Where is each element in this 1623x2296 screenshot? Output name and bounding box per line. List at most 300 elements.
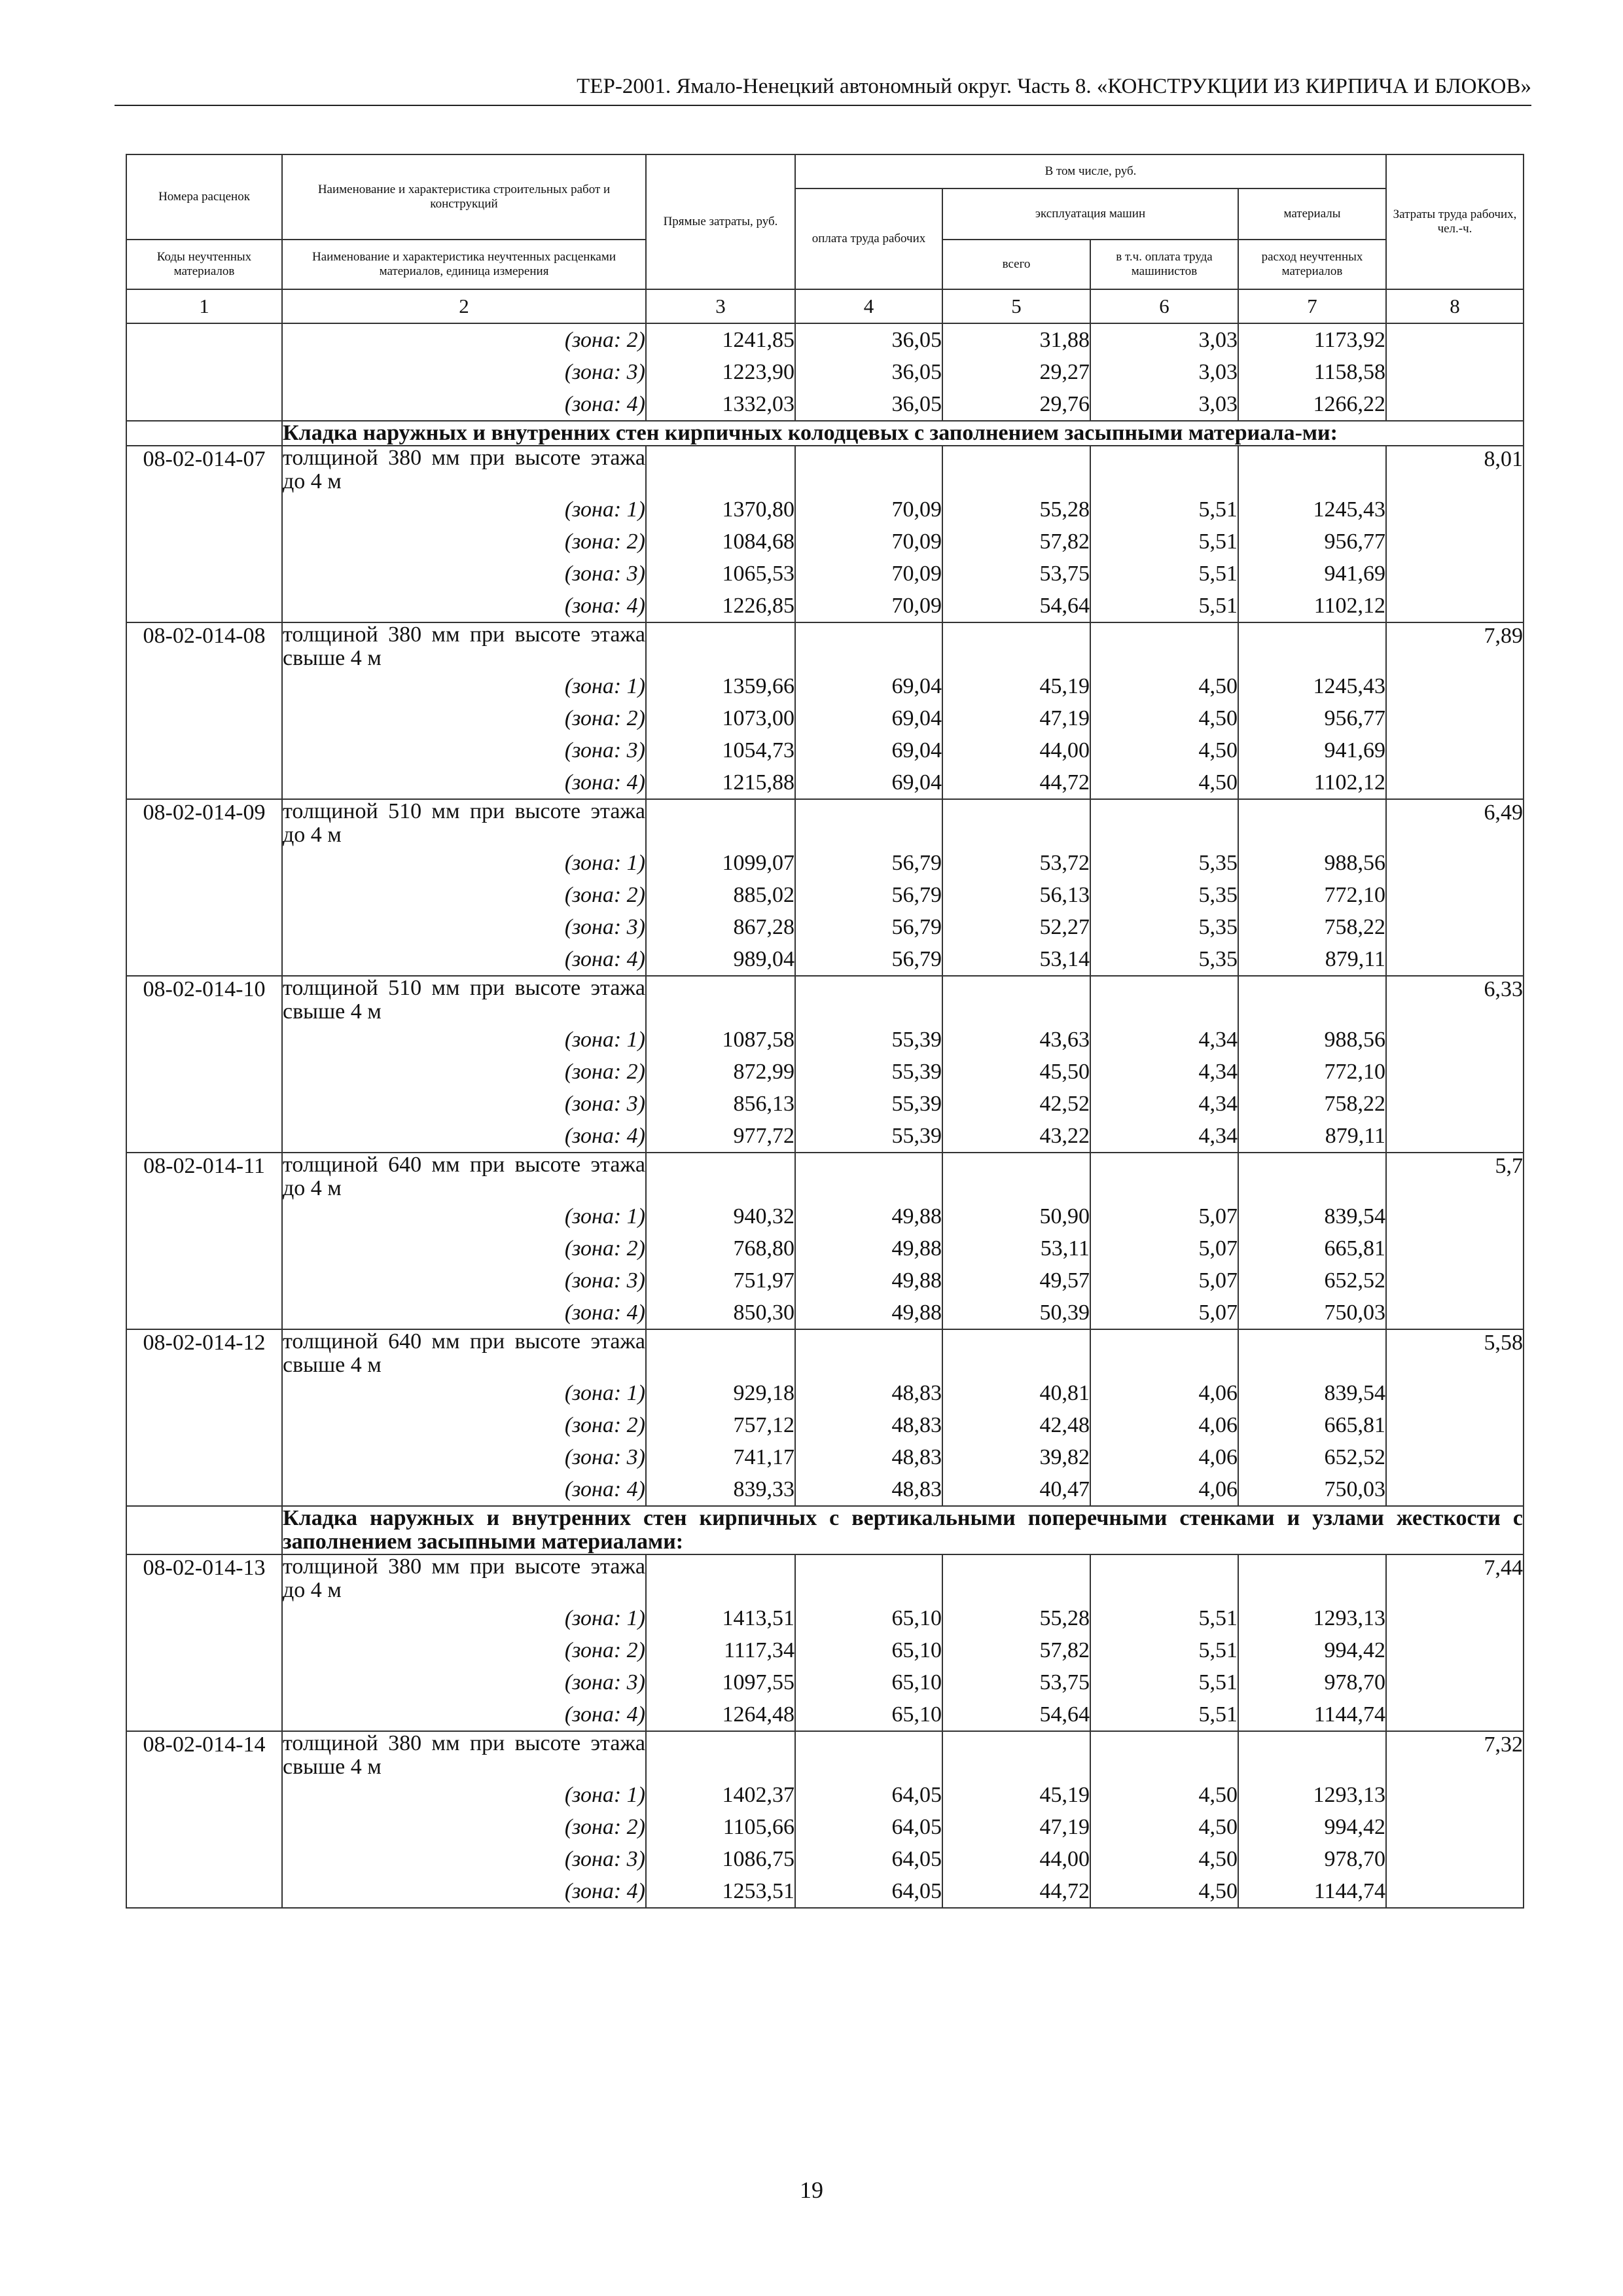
wages-cell: 70,09 xyxy=(795,526,942,558)
materials-cell: 956,77 xyxy=(1238,526,1386,558)
labor-costs-cell: 6,33 xyxy=(1386,976,1524,1153)
rate-code: 08-02-014-11 xyxy=(126,1153,282,1329)
empty-cell xyxy=(1386,356,1524,388)
operator-wages-cell: 5,51 xyxy=(1090,493,1238,526)
labor-costs-cell: 7,32 xyxy=(1386,1731,1524,1908)
direct-costs-cell: 839,33 xyxy=(646,1473,795,1506)
empty-cell xyxy=(942,799,1090,847)
empty-cell xyxy=(1386,323,1524,356)
empty-cell xyxy=(1090,1329,1238,1377)
empty-cell xyxy=(126,356,282,388)
wages-cell: 70,09 xyxy=(795,558,942,590)
materials-cell: 1144,74 xyxy=(1238,1875,1386,1908)
direct-costs-cell: 1117,34 xyxy=(646,1634,795,1666)
column-number: 3 xyxy=(646,289,795,323)
machines-cell: 40,47 xyxy=(942,1473,1090,1506)
empty-cell xyxy=(1090,622,1238,670)
operator-wages-cell: 5,51 xyxy=(1090,1634,1238,1666)
materials-cell: 665,81 xyxy=(1238,1232,1386,1265)
direct-costs-cell: 768,80 xyxy=(646,1232,795,1265)
wages-cell: 65,10 xyxy=(795,1602,942,1634)
rate-code: 08-02-014-09 xyxy=(126,799,282,976)
labor-costs-cell: 6,49 xyxy=(1386,799,1524,976)
empty-cell xyxy=(795,799,942,847)
machines-cell: 57,82 xyxy=(942,526,1090,558)
materials-cell: 758,22 xyxy=(1238,911,1386,943)
empty-cell xyxy=(1090,1554,1238,1602)
materials-cell: 1245,43 xyxy=(1238,670,1386,702)
machines-cell: 53,75 xyxy=(942,1666,1090,1698)
operator-wages-cell: 4,50 xyxy=(1090,1811,1238,1843)
operator-wages-cell: 5,51 xyxy=(1090,526,1238,558)
direct-costs-cell: 1084,68 xyxy=(646,526,795,558)
zone-label: (зона: 1) xyxy=(282,1200,646,1232)
machines-cell: 47,19 xyxy=(942,1811,1090,1843)
materials-cell: 750,03 xyxy=(1238,1473,1386,1506)
machines-cell: 42,52 xyxy=(942,1088,1090,1120)
materials-cell: 1266,22 xyxy=(1238,388,1386,421)
header-materials-consumption: расход неучтенных материалов xyxy=(1238,240,1386,289)
wages-cell: 64,05 xyxy=(795,1811,942,1843)
empty-cell xyxy=(126,1506,282,1554)
machines-cell: 49,57 xyxy=(942,1265,1090,1297)
materials-cell: 652,52 xyxy=(1238,1265,1386,1297)
machines-cell: 55,28 xyxy=(942,1602,1090,1634)
zone-label: (зона: 3) xyxy=(282,911,646,943)
direct-costs-cell: 872,99 xyxy=(646,1056,795,1088)
machines-cell: 44,72 xyxy=(942,1875,1090,1908)
wages-cell: 69,04 xyxy=(795,702,942,734)
machines-cell: 56,13 xyxy=(942,879,1090,911)
empty-cell xyxy=(942,446,1090,493)
zone-row xyxy=(126,1120,1524,1153)
empty-cell xyxy=(942,1153,1090,1200)
wages-cell: 55,39 xyxy=(795,1024,942,1056)
operator-wages-cell: 4,50 xyxy=(1090,1875,1238,1908)
column-number: 4 xyxy=(795,289,942,323)
materials-cell: 1173,92 xyxy=(1238,323,1386,356)
wages-cell: 56,79 xyxy=(795,911,942,943)
zone-label: (зона: 4) xyxy=(282,1698,646,1731)
direct-costs-cell: 1223,90 xyxy=(646,356,795,388)
materials-cell: 839,54 xyxy=(1238,1200,1386,1232)
rate-row xyxy=(126,1153,1524,1200)
operator-wages-cell: 4,06 xyxy=(1090,1441,1238,1473)
wages-cell: 70,09 xyxy=(795,590,942,622)
empty-cell xyxy=(942,1329,1090,1377)
operator-wages-cell: 4,50 xyxy=(1090,702,1238,734)
rate-code: 08-02-014-13 xyxy=(126,1554,282,1731)
direct-costs-cell: 940,32 xyxy=(646,1200,795,1232)
rate-row xyxy=(126,976,1524,1024)
column-number: 6 xyxy=(1090,289,1238,323)
machines-cell: 53,72 xyxy=(942,847,1090,879)
materials-cell: 665,81 xyxy=(1238,1409,1386,1441)
wages-cell: 56,79 xyxy=(795,943,942,976)
running-header: ТЕР-2001. Ямало-Ненецкий автономный округ. Часть 8. «КОНСТРУКЦИИ ИЗ КИРПИЧА И БЛОКОВ» xyxy=(577,75,1531,98)
rate-name: толщиной 510 мм при высоте этажа свыше 4 м xyxy=(283,976,645,1024)
rate-name: толщиной 380 мм при высоте этажа до 4 м xyxy=(283,446,645,493)
zone-label: (зона: 4) xyxy=(282,1875,646,1908)
empty-cell xyxy=(646,799,795,847)
empty-cell xyxy=(1238,1153,1386,1200)
empty-cell xyxy=(646,622,795,670)
empty-cell xyxy=(1238,976,1386,1024)
direct-costs-cell: 1226,85 xyxy=(646,590,795,622)
zone-label: (зона: 2) xyxy=(282,1232,646,1265)
zone-row xyxy=(126,323,1524,356)
rate-row xyxy=(126,1731,1524,1779)
operator-wages-cell: 4,50 xyxy=(1090,766,1238,799)
direct-costs-cell: 751,97 xyxy=(646,1265,795,1297)
wages-cell: 64,05 xyxy=(795,1875,942,1908)
machines-cell: 40,81 xyxy=(942,1377,1090,1409)
materials-cell: 988,56 xyxy=(1238,847,1386,879)
materials-cell: 1102,12 xyxy=(1238,766,1386,799)
materials-cell: 879,11 xyxy=(1238,943,1386,976)
direct-costs-cell: 1264,48 xyxy=(646,1698,795,1731)
wages-cell: 69,04 xyxy=(795,734,942,766)
zone-label: (зона: 3) xyxy=(282,1666,646,1698)
column-number: 1 xyxy=(126,289,282,323)
rate-row xyxy=(126,446,1524,493)
operator-wages-cell: 4,50 xyxy=(1090,1779,1238,1811)
rate-name: толщиной 380 мм при высоте этажа свыше 4 м xyxy=(283,1731,645,1779)
zone-label: (зона: 4) xyxy=(282,766,646,799)
operator-wages-cell: 4,50 xyxy=(1090,1843,1238,1875)
materials-cell: 1158,58 xyxy=(1238,356,1386,388)
direct-costs-cell: 1241,85 xyxy=(646,323,795,356)
operator-wages-cell: 4,34 xyxy=(1090,1056,1238,1088)
page-number: 19 xyxy=(800,2177,823,2203)
wages-cell: 55,39 xyxy=(795,1088,942,1120)
wages-cell: 65,10 xyxy=(795,1634,942,1666)
materials-cell: 1245,43 xyxy=(1238,493,1386,526)
zone-label: (зона: 2) xyxy=(282,879,646,911)
rate-code: 08-02-014-12 xyxy=(126,1329,282,1506)
direct-costs-cell: 1054,73 xyxy=(646,734,795,766)
zone-row xyxy=(126,1698,1524,1731)
zone-label: (зона: 3) xyxy=(282,1088,646,1120)
empty-cell xyxy=(1090,799,1238,847)
empty-cell xyxy=(1238,622,1386,670)
rate-code: 08-02-014-10 xyxy=(126,976,282,1153)
direct-costs-cell: 1065,53 xyxy=(646,558,795,590)
zone-row xyxy=(126,526,1524,558)
zone-row xyxy=(126,1666,1524,1698)
machines-cell: 50,39 xyxy=(942,1297,1090,1329)
wages-cell: 49,88 xyxy=(795,1200,942,1232)
zone-label: (зона: 1) xyxy=(282,1602,646,1634)
materials-cell: 1144,74 xyxy=(1238,1698,1386,1731)
materials-cell: 956,77 xyxy=(1238,702,1386,734)
zone-row xyxy=(126,1473,1524,1506)
zone-row xyxy=(126,1024,1524,1056)
zone-label: (зона: 4) xyxy=(282,1473,646,1506)
empty-cell xyxy=(646,976,795,1024)
wages-cell: 69,04 xyxy=(795,670,942,702)
zone-row xyxy=(126,1441,1524,1473)
machines-cell: 44,72 xyxy=(942,766,1090,799)
header-material-codes: Коды неучтенных материалов xyxy=(126,240,282,289)
operator-wages-cell: 5,07 xyxy=(1090,1200,1238,1232)
rate-name: толщиной 380 мм при высоте этажа свыше 4 м xyxy=(283,622,645,670)
rate-row xyxy=(126,1554,1524,1602)
header-machines-wages: в т.ч. оплата труда машинистов xyxy=(1090,240,1238,289)
zone-label: (зона: 2) xyxy=(282,526,646,558)
direct-costs-cell: 1402,37 xyxy=(646,1779,795,1811)
rate-code: 08-02-014-14 xyxy=(126,1731,282,1908)
rate-name: толщиной 510 мм при высоте этажа до 4 м xyxy=(283,799,645,847)
wages-cell: 36,05 xyxy=(795,356,942,388)
rate-name: толщиной 380 мм при высоте этажа до 4 м xyxy=(283,1554,645,1602)
empty-cell xyxy=(1238,446,1386,493)
wages-cell: 49,88 xyxy=(795,1265,942,1297)
section-title: Кладка наружных и внутренних стен кирпичных с вертикальными поперечными стенками и узлами жесткости с заполнением засыпными материалами: xyxy=(283,1506,1523,1554)
zone-label: (зона: 3) xyxy=(282,734,646,766)
zone-row xyxy=(126,766,1524,799)
operator-wages-cell: 3,03 xyxy=(1090,323,1238,356)
operator-wages-cell: 5,07 xyxy=(1090,1232,1238,1265)
header-direct-costs: Прямые затраты, руб. xyxy=(646,154,795,289)
rate-row xyxy=(126,799,1524,847)
empty-cell xyxy=(1090,446,1238,493)
rate-row xyxy=(126,1329,1524,1377)
rate-row xyxy=(126,622,1524,670)
rate-name: толщиной 640 мм при высоте этажа свыше 4 м xyxy=(283,1329,645,1377)
operator-wages-cell: 5,07 xyxy=(1090,1297,1238,1329)
wages-cell: 56,79 xyxy=(795,879,942,911)
machines-cell: 47,19 xyxy=(942,702,1090,734)
machines-cell: 50,90 xyxy=(942,1200,1090,1232)
machines-cell: 53,11 xyxy=(942,1232,1090,1265)
direct-costs-cell: 1332,03 xyxy=(646,388,795,421)
labor-costs-cell: 5,7 xyxy=(1386,1153,1524,1329)
machines-cell: 44,00 xyxy=(942,1843,1090,1875)
zone-row xyxy=(126,1088,1524,1120)
zone-label: (зона: 3) xyxy=(282,1265,646,1297)
machines-cell: 31,88 xyxy=(942,323,1090,356)
operator-wages-cell: 4,06 xyxy=(1090,1473,1238,1506)
zone-row xyxy=(126,943,1524,976)
operator-wages-cell: 4,34 xyxy=(1090,1024,1238,1056)
header-work-name: Наименование и характеристика строительных работ и конструкций xyxy=(282,154,646,240)
wages-cell: 36,05 xyxy=(795,388,942,421)
zone-label: (зона: 4) xyxy=(282,1120,646,1153)
section-row xyxy=(126,421,1524,446)
machines-cell: 53,14 xyxy=(942,943,1090,976)
direct-costs-cell: 1359,66 xyxy=(646,670,795,702)
zone-label: (зона: 4) xyxy=(282,590,646,622)
column-number: 2 xyxy=(282,289,646,323)
zone-label: (зона: 4) xyxy=(282,943,646,976)
direct-costs-cell: 741,17 xyxy=(646,1441,795,1473)
zone-label: (зона: 4) xyxy=(282,1297,646,1329)
empty-cell xyxy=(795,1329,942,1377)
zone-row xyxy=(126,1200,1524,1232)
zone-row xyxy=(126,702,1524,734)
operator-wages-cell: 4,34 xyxy=(1090,1088,1238,1120)
zone-row xyxy=(126,670,1524,702)
materials-cell: 1293,13 xyxy=(1238,1602,1386,1634)
wages-cell: 48,83 xyxy=(795,1441,942,1473)
direct-costs-cell: 929,18 xyxy=(646,1377,795,1409)
zone-row xyxy=(126,388,1524,421)
operator-wages-cell: 4,34 xyxy=(1090,1120,1238,1153)
machines-cell: 52,27 xyxy=(942,911,1090,943)
zone-row xyxy=(126,1602,1524,1634)
zone-row xyxy=(126,879,1524,911)
zone-label: (зона: 2) xyxy=(282,702,646,734)
machines-cell: 54,64 xyxy=(942,590,1090,622)
empty-cell xyxy=(646,1554,795,1602)
wages-cell: 64,05 xyxy=(795,1843,942,1875)
zone-row xyxy=(126,493,1524,526)
wages-cell: 48,83 xyxy=(795,1409,942,1441)
zone-row xyxy=(126,734,1524,766)
materials-cell: 941,69 xyxy=(1238,734,1386,766)
machines-cell: 54,64 xyxy=(942,1698,1090,1731)
empty-cell xyxy=(942,622,1090,670)
zone-row xyxy=(126,1056,1524,1088)
materials-cell: 772,10 xyxy=(1238,879,1386,911)
materials-cell: 652,52 xyxy=(1238,1441,1386,1473)
operator-wages-cell: 5,35 xyxy=(1090,879,1238,911)
direct-costs-cell: 867,28 xyxy=(646,911,795,943)
operator-wages-cell: 5,51 xyxy=(1090,590,1238,622)
rate-name: толщиной 640 мм при высоте этажа до 4 м xyxy=(283,1153,645,1200)
machines-cell: 57,82 xyxy=(942,1634,1090,1666)
empty-cell xyxy=(1238,1554,1386,1602)
zone-label: (зона: 1) xyxy=(282,670,646,702)
operator-wages-cell: 5,51 xyxy=(1090,1602,1238,1634)
wages-cell: 48,83 xyxy=(795,1473,942,1506)
machines-cell: 39,82 xyxy=(942,1441,1090,1473)
operator-wages-cell: 3,03 xyxy=(1090,388,1238,421)
zone-label: (зона: 3) xyxy=(282,558,646,590)
empty-cell xyxy=(646,1731,795,1779)
empty-cell xyxy=(126,421,282,446)
empty-cell xyxy=(646,1153,795,1200)
zone-row xyxy=(126,558,1524,590)
direct-costs-cell: 856,13 xyxy=(646,1088,795,1120)
empty-cell xyxy=(1238,799,1386,847)
zone-row xyxy=(126,1779,1524,1811)
direct-costs-cell: 885,02 xyxy=(646,879,795,911)
materials-cell: 839,54 xyxy=(1238,1377,1386,1409)
zone-label: (зона: 1) xyxy=(282,493,646,526)
price-table xyxy=(126,154,1524,1909)
direct-costs-cell: 757,12 xyxy=(646,1409,795,1441)
direct-costs-cell: 1086,75 xyxy=(646,1843,795,1875)
empty-cell xyxy=(942,976,1090,1024)
machines-cell: 43,22 xyxy=(942,1120,1090,1153)
zone-label: (зона: 1) xyxy=(282,1024,646,1056)
column-number: 7 xyxy=(1238,289,1386,323)
empty-cell xyxy=(795,1153,942,1200)
direct-costs-cell: 977,72 xyxy=(646,1120,795,1153)
materials-cell: 994,42 xyxy=(1238,1811,1386,1843)
empty-cell xyxy=(795,1731,942,1779)
zone-row xyxy=(126,911,1524,943)
machines-cell: 45,19 xyxy=(942,670,1090,702)
direct-costs-cell: 1413,51 xyxy=(646,1602,795,1634)
materials-cell: 941,69 xyxy=(1238,558,1386,590)
materials-cell: 994,42 xyxy=(1238,1634,1386,1666)
zone-label: (зона: 1) xyxy=(282,1377,646,1409)
empty-cell xyxy=(126,323,282,356)
operator-wages-cell: 4,50 xyxy=(1090,670,1238,702)
empty-cell xyxy=(942,1731,1090,1779)
header-machines-total: всего xyxy=(942,240,1090,289)
direct-costs-cell: 1215,88 xyxy=(646,766,795,799)
zone-row xyxy=(126,1843,1524,1875)
wages-cell: 48,83 xyxy=(795,1377,942,1409)
materials-cell: 750,03 xyxy=(1238,1297,1386,1329)
empty-cell xyxy=(1090,976,1238,1024)
direct-costs-cell: 1105,66 xyxy=(646,1811,795,1843)
machines-cell: 53,75 xyxy=(942,558,1090,590)
zone-row xyxy=(126,1634,1524,1666)
operator-wages-cell: 5,35 xyxy=(1090,911,1238,943)
direct-costs-cell: 1253,51 xyxy=(646,1875,795,1908)
operator-wages-cell: 4,06 xyxy=(1090,1409,1238,1441)
wages-cell: 36,05 xyxy=(795,323,942,356)
header-rate-number: Номера расценок xyxy=(126,154,282,240)
operator-wages-cell: 5,35 xyxy=(1090,847,1238,879)
empty-cell xyxy=(646,446,795,493)
zone-label: (зона: 2) xyxy=(282,1811,646,1843)
labor-costs-cell: 5,58 xyxy=(1386,1329,1524,1506)
direct-costs-cell: 989,04 xyxy=(646,943,795,976)
zone-row xyxy=(126,590,1524,622)
zone-label: (зона: 2) xyxy=(282,1056,646,1088)
labor-costs-cell: 7,89 xyxy=(1386,622,1524,799)
empty-cell xyxy=(795,446,942,493)
wages-cell: 65,10 xyxy=(795,1666,942,1698)
empty-cell xyxy=(1090,1153,1238,1200)
zone-label: (зона: 1) xyxy=(282,1779,646,1811)
section-row xyxy=(126,1506,1524,1554)
header-machines: эксплуатация машин xyxy=(942,188,1238,240)
wages-cell: 49,88 xyxy=(795,1232,942,1265)
zone-label: (зона: 3) xyxy=(282,1441,646,1473)
empty-cell xyxy=(126,388,282,421)
empty-cell xyxy=(1238,1329,1386,1377)
wages-cell: 69,04 xyxy=(795,766,942,799)
operator-wages-cell: 4,50 xyxy=(1090,734,1238,766)
machines-cell: 29,76 xyxy=(942,388,1090,421)
wages-cell: 65,10 xyxy=(795,1698,942,1731)
empty-cell xyxy=(1090,1731,1238,1779)
machines-cell: 29,27 xyxy=(942,356,1090,388)
operator-wages-cell: 5,51 xyxy=(1090,1666,1238,1698)
operator-wages-cell: 5,51 xyxy=(1090,1698,1238,1731)
column-number: 5 xyxy=(942,289,1090,323)
direct-costs-cell: 1097,55 xyxy=(646,1666,795,1698)
direct-costs-cell: 850,30 xyxy=(646,1297,795,1329)
direct-costs-cell: 1099,07 xyxy=(646,847,795,879)
materials-cell: 1102,12 xyxy=(1238,590,1386,622)
zone-label: (зона: 2) xyxy=(282,1409,646,1441)
empty-cell xyxy=(1238,1731,1386,1779)
labor-costs-cell: 7,44 xyxy=(1386,1554,1524,1731)
empty-cell xyxy=(795,1554,942,1602)
empty-cell xyxy=(942,1554,1090,1602)
materials-cell: 988,56 xyxy=(1238,1024,1386,1056)
materials-cell: 978,70 xyxy=(1238,1666,1386,1698)
zone-row xyxy=(126,847,1524,879)
